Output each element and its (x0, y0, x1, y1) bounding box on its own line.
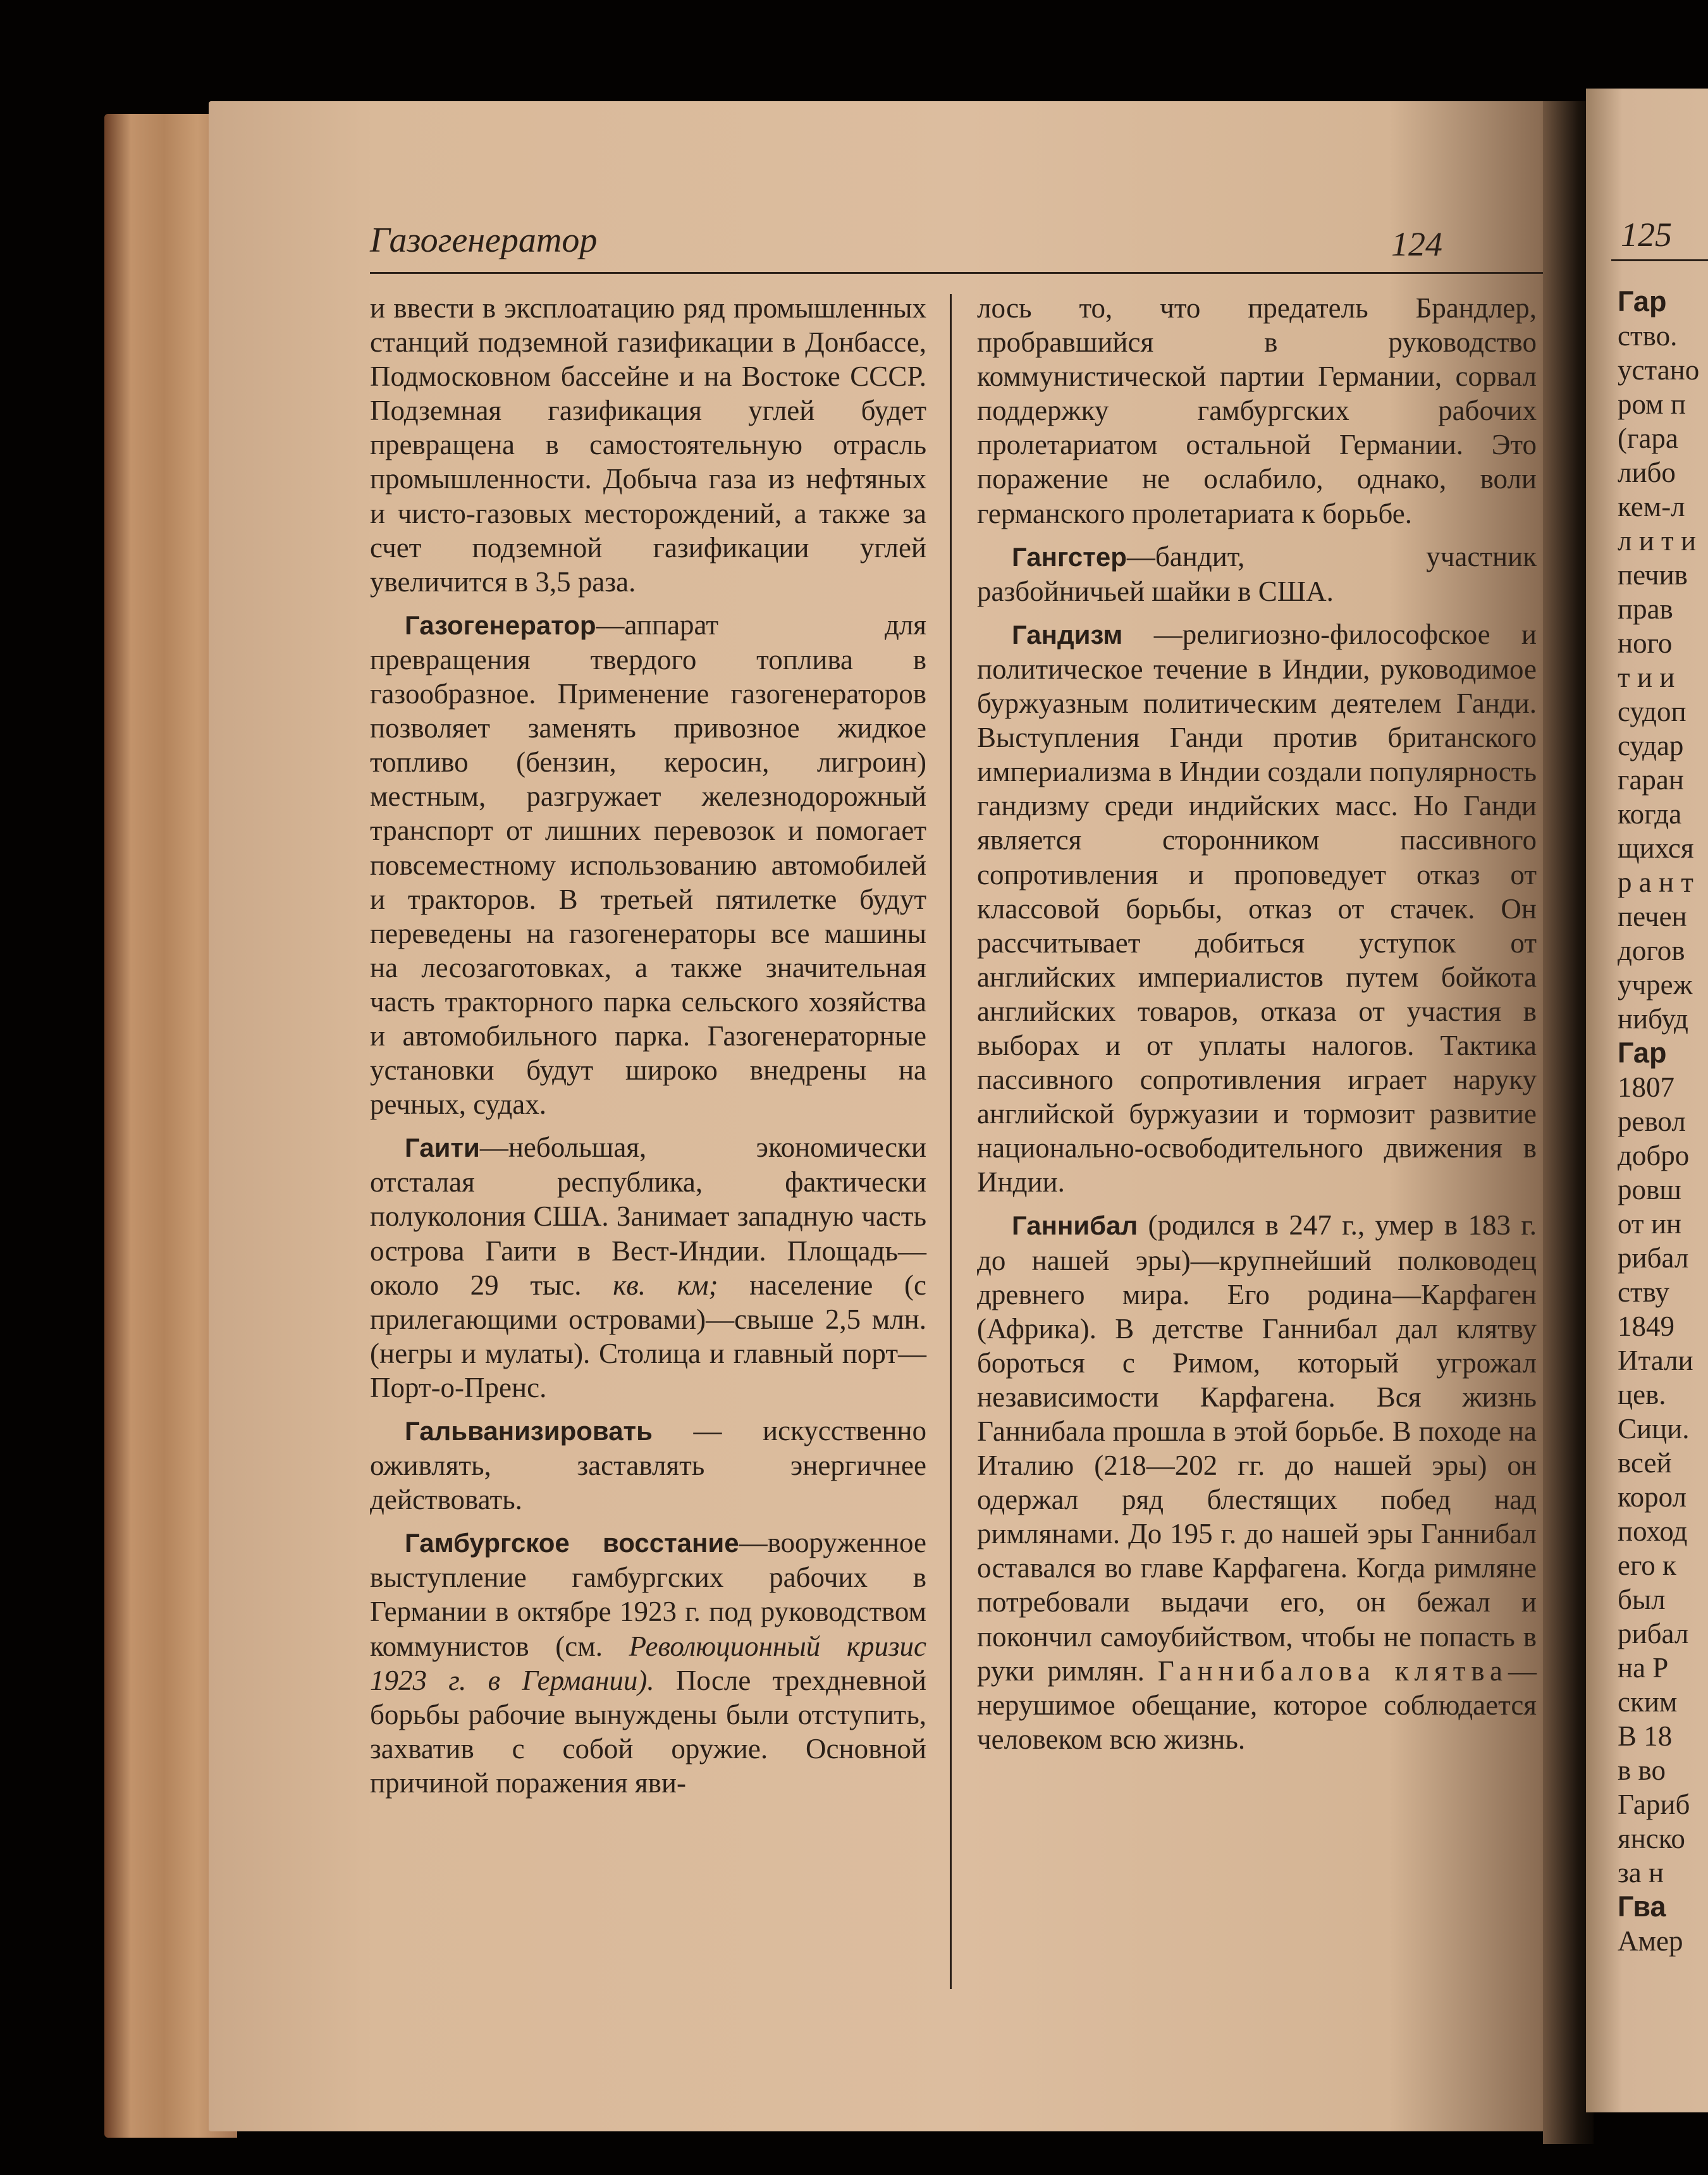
right-page-line: за н (1618, 1857, 1664, 1888)
right-page-line: печен (1618, 901, 1687, 932)
right-page-line: Гар (1618, 285, 1667, 317)
entry-text: население (с прилегающими островами)—свыше 2,5 млн. (негры и мулаты). Столица и главный порт—Порт-о-Пренс. (370, 1269, 927, 1403)
entry-text: —аппарат для превращения твердого топлива в газообразное. Применение газогенераторов позволяет заменять привозное жидкое топливо (бензин, керосин, лигроин) местным, разгружает железнодорожный транспорт от лишних перевозок и помогает повсеместному использованию автомобилей и тракторов. В третьей пятилетке будут переведены на газогенераторы все машины на лесозаготовках, а также значительная часть тракторного парка сельского хозяйства и автомобильного парка. Газогенераторные установки будут широко внедрены на речных, судах. (370, 608, 926, 1121)
right-page-line: учреж (1618, 969, 1693, 1001)
right-page-line: Амер (1618, 1925, 1683, 1957)
paragraph-gasification-cont: и ввести в эксплоатацию ряд промышленных станций подземной газификации в Донбассе, Подмосковном бассейне и на Востоке СССР. Подземная газификация углей будет превращена в самостоятельную отрасль промышленности. Добыча газа из нефтяных и чисто-газовых месторождений, а также за счет подземной газификации углей увеличится в 3,5 раза. (370, 292, 926, 598)
right-page-line: догов (1618, 935, 1685, 966)
right-page-line: в во (1618, 1754, 1666, 1786)
right-page-line: кем-л (1618, 491, 1685, 522)
entry-gangster (977, 539, 1537, 608)
left-column (370, 291, 926, 1809)
right-page-line: 1807 (1618, 1071, 1674, 1103)
right-page-lines (1618, 285, 1706, 1958)
page-number-left: 124 (1391, 225, 1442, 263)
right-page-line: Гариб (1618, 1789, 1690, 1820)
entry-text: — искусственно оживлять, заставлять энергичнее действовать. (370, 1415, 926, 1516)
right-page-line: ство. (1618, 320, 1678, 352)
right-page-line: добро (1618, 1140, 1690, 1171)
column-divider (950, 294, 952, 1989)
entry-term: Гаити (405, 1133, 480, 1163)
right-page-line: В 18 (1618, 1720, 1673, 1752)
right-page-fragment (1586, 89, 1708, 2112)
entry-term: Гандизм (1012, 619, 1123, 650)
right-page-line: прав (1618, 593, 1673, 625)
paragraph-hamburg-cont: лось то, что предатель Брандлер, пробравшийся в руководство коммунистической партии Германии, сорвал поддержку гамбургских рабочих пролетариатом остальной Германии. Это поражение не ослабило, однако, воли германского пролетариата к борьбе. (977, 292, 1537, 529)
right-column (977, 291, 1537, 1765)
right-page-line: судоп (1618, 696, 1686, 727)
entry-gazogenerator (370, 608, 926, 1121)
right-page-line: револ (1618, 1106, 1686, 1137)
entry-term: Ганнибал (1012, 1211, 1138, 1241)
right-page-line: янско (1618, 1823, 1685, 1854)
entry-text: —бандит, участник разбойничьей шайки в США. (977, 540, 1537, 607)
left-page (209, 101, 1581, 2131)
page-number-right: 125 (1621, 216, 1672, 254)
entry-term: Гангстер (1012, 541, 1127, 572)
header-rule (370, 272, 1581, 274)
right-page-line: ровш (1618, 1174, 1681, 1205)
entry-text: После трехдневной борьбы рабочие вынуждены были отступить, захватив с собой оружие. Основной причиной поражения яви- (370, 1664, 927, 1799)
right-page-line: либо (1618, 457, 1676, 488)
right-page-line: Сици. (1618, 1413, 1690, 1445)
entry-hannibal (977, 1208, 1537, 1756)
right-page-line: 1849 (1618, 1310, 1674, 1342)
right-page-line: Итали (1618, 1345, 1693, 1376)
right-page-line: цев. (1618, 1379, 1666, 1410)
right-page-line: р а н т (1618, 866, 1693, 898)
entry-haiti (370, 1130, 926, 1405)
right-page-line: корол (1618, 1481, 1686, 1513)
right-page-line: щихся (1618, 832, 1694, 864)
entry-text: —религиозно-философское и политическое течение в Индии, руководимое буржуазным политическим деятелем Ганди. Выступления Ганди против британского империализма в Индии создали популярность гандизму среди индийских масс. Но Ганди является сторонником пассивного сопротивления и проповедует отказ от классовой борьбы, отказ от стачек. Он рассчитывает добиться уступок от английских империалистов путем бойкота английских товаров, отказа от участия в выборах и от уплаты налогов. Тактика пассивного сопротивления играет наруку английской буржуазии и тормозит развитие национально-освободительного движения в Индии. (977, 618, 1537, 1198)
right-page-line: от ин (1618, 1208, 1681, 1240)
right-page-line: нибуд (1618, 1003, 1688, 1035)
right-page-line: Гва (1618, 1890, 1666, 1923)
right-page-line: л и т и (1618, 525, 1697, 557)
right-page-line: ром п (1618, 388, 1686, 420)
right-page-line: судар (1618, 730, 1684, 761)
spaced-phrase: Ганнибалова клятва (1157, 1654, 1508, 1687)
right-page-line: его к (1618, 1550, 1676, 1581)
header-rule-right (1611, 259, 1708, 261)
entry-text: —вооруженное выступление гамбургских рабочих в Германии в октябре 1923 г. под руководством коммунистов (см. (370, 1527, 926, 1662)
entry-text: —нерушимое обещание, которое соблюдается человеком всю жизнь. (977, 1654, 1537, 1755)
cross-reference: Революционный кризис 1923 г. в Германии). (370, 1630, 926, 1696)
entry-hamburg-uprising (370, 1525, 926, 1800)
right-page-line: (гара (1618, 422, 1678, 454)
right-page-line: ного (1618, 627, 1673, 659)
right-page-line: поход (1618, 1515, 1688, 1547)
right-page-line: когда (1618, 798, 1682, 830)
entry-text: (родился в 247 г., умер в 183 г. до нашей эры)—крупнейший полководец древнего мира. Его родина—Карфаген (Африка). В детстве Ганнибал дал клятву бороться с Римом, который угрожал независимости Карфагена. Вся жизнь Ганнибала прошла в этой борьбе. В походе на Италию (218—202 гг. до нашей эры) он одержал ряд блестящих побед над римлянами. До 195 г. до нашей эры Ганнибал оставался во главе Карфагена. Когда римляне потребовали выдачи его, он бежал и покончил самоубийством, чтобы не попасть в руки римлян. (977, 1209, 1537, 1687)
unit-text: кв. км; (613, 1269, 718, 1301)
right-page-line: был (1618, 1584, 1666, 1615)
right-page-line: устано (1618, 354, 1700, 386)
entry-text: —небольшая, экономически отсталая республика, фактически полуколония США. Занимает западную часть острова Гаити в Вест-Индии. Площадь—около 29 тыс. (370, 1131, 926, 1301)
right-page-line: печив (1618, 559, 1688, 591)
entry-term: Гамбургское восстание (405, 1528, 739, 1558)
entry-term: Газогенератор (405, 610, 596, 640)
right-page-line: ству (1618, 1276, 1669, 1308)
entry-term: Гальванизировать (405, 1416, 653, 1446)
right-page-line: всей (1618, 1447, 1672, 1479)
right-page-line: рибал (1618, 1242, 1689, 1274)
right-page-line: на Р (1618, 1652, 1669, 1684)
entry-gandhism (977, 617, 1537, 1200)
right-page-line: гаран (1618, 764, 1684, 796)
right-page-line: ским (1618, 1686, 1678, 1718)
right-page-line: рибал (1618, 1618, 1689, 1649)
entry-galvanize (370, 1414, 926, 1517)
right-page-line: т и и (1618, 662, 1675, 693)
running-title: Газогенератор (370, 221, 598, 260)
right-page-line: Гар (1618, 1037, 1667, 1069)
